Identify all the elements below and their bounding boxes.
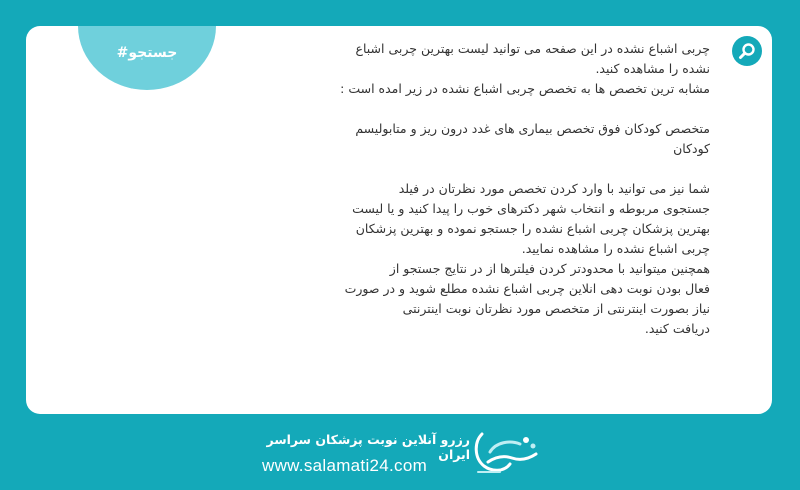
outro-line: نیاز بصورت اینترنتی از متخصص مورد نظرتان نوبت اینترنتی — [402, 301, 710, 316]
intro-line: چربی اشباع نشده در این صفحه می توانید لیست بهترین چربی اشباع — [355, 41, 710, 56]
search-icon — [738, 42, 756, 60]
intro-line: نشده را مشاهده کنید. — [595, 61, 710, 76]
content-card — [26, 26, 772, 414]
intro-line: مشابه ترین تخصص ها به تخصص چربی اشباع نشده در زیر امده است : — [340, 81, 710, 96]
outro-line: دریافت کنید. — [644, 321, 710, 336]
salamati-logo-icon[interactable] — [470, 424, 544, 480]
description-text — [320, 39, 710, 339]
hashtag-tab[interactable] — [78, 26, 216, 90]
specialty-line: کودکان — [673, 141, 710, 156]
outro-line: جستجوی مربوطه و انتخاب شهر دکترهای خوب را پیدا کنید و یا لیست — [352, 201, 710, 216]
outro-line: همچنین میتوانید با محدودتر کردن فیلترها از در نتایج جستجو از — [389, 261, 710, 276]
search-button[interactable] — [732, 36, 762, 66]
outro-line: بهترین پزشکان چربی اشباع نشده را جستجو نموده و بهترین پزشکان — [355, 221, 710, 236]
footer-url[interactable]: www.salamati24.com — [262, 456, 428, 475]
footer-tagline: رزرو آنلاین نوبت پزشکان سراسر ایران — [266, 432, 470, 462]
outro-line: چربی اشباع نشده را مشاهده نمایید. — [521, 241, 710, 256]
hashtag-label: #جستجو — [116, 45, 178, 61]
outro-line: شما نیز می توانید با وارد کردن تخصص مورد نظرتان در فیلد — [398, 181, 710, 196]
outro-line: فعال بودن نوبت دهی انلاین چربی اشباع نشده مطلع شوید و در صورت — [344, 281, 710, 296]
specialty-line: متخصص کودکان فوق تخصص بیماری های غدد درون ریز و متابولیسم — [355, 121, 710, 136]
